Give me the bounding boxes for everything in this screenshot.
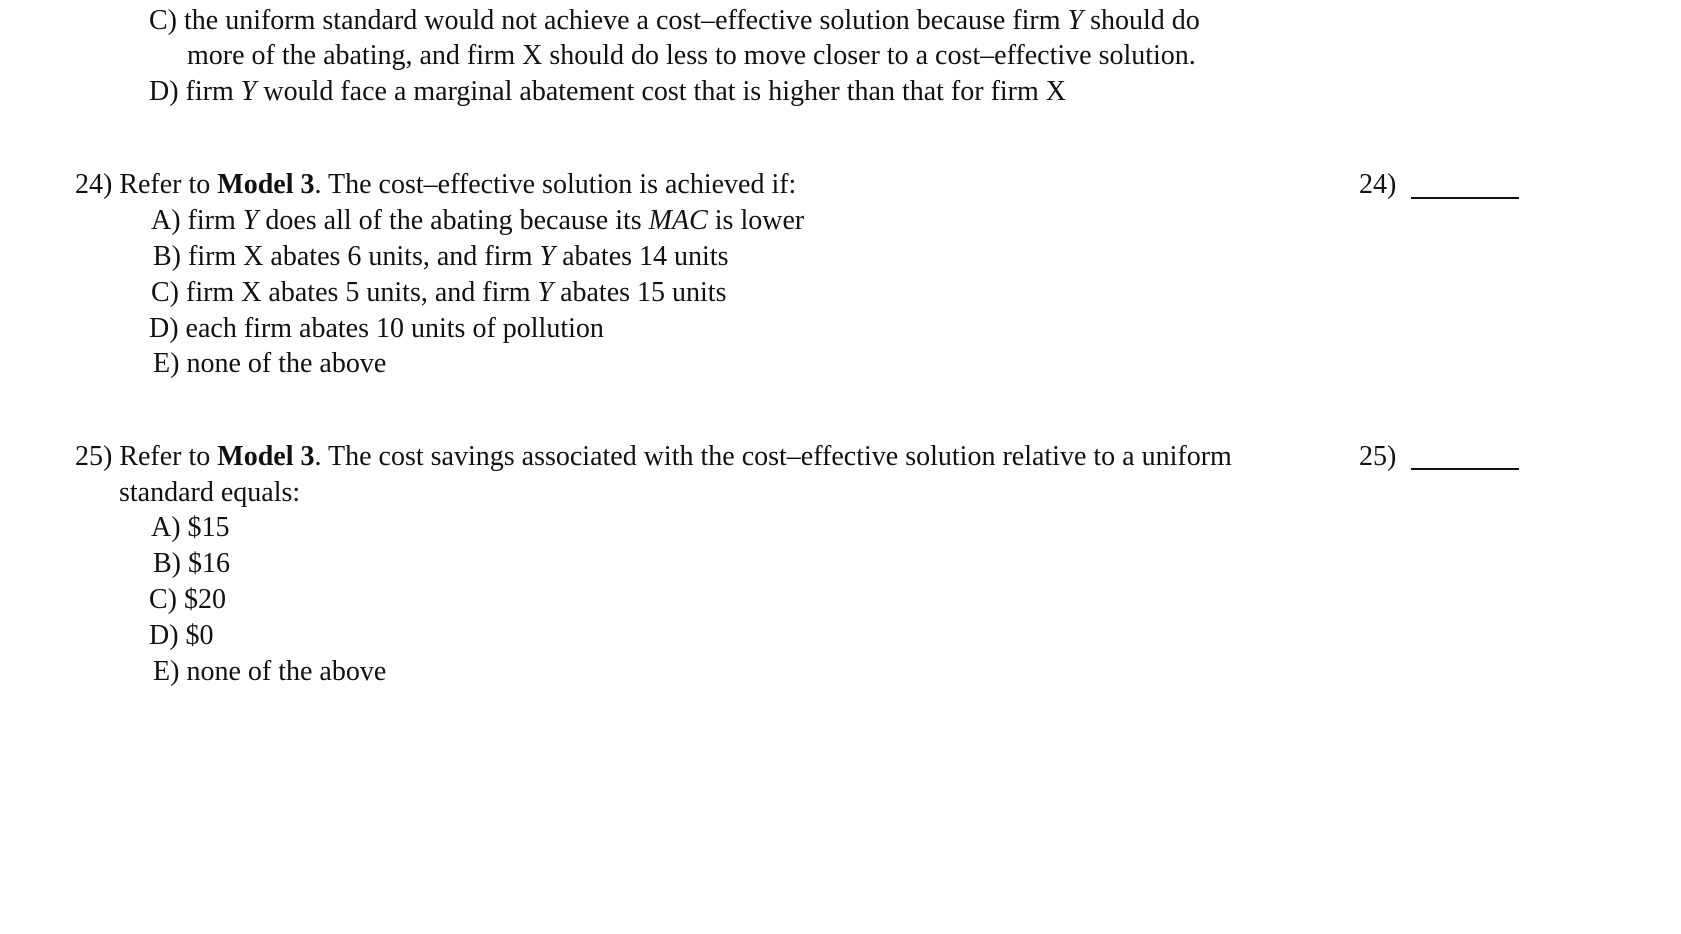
choice-letter: E)	[153, 348, 180, 379]
q24-choice-c	[151, 279, 726, 307]
q25-choice-c	[149, 586, 226, 614]
choice-text: $15	[187, 512, 230, 543]
choice-text: does all of the abating because its	[265, 205, 642, 236]
choice-letter: D)	[149, 76, 179, 107]
choice-letter: D)	[149, 620, 179, 651]
choice-text: firm X abates 6 units, and firm	[188, 241, 533, 272]
refer-text: Refer to	[119, 169, 211, 200]
stem-text: . The cost savings associated with the cost–effective solution relative to a uniform	[314, 441, 1232, 472]
question-24-stem	[75, 171, 796, 199]
q24-choice-d	[149, 315, 604, 343]
variable-y: Y	[539, 241, 556, 272]
q25-choice-b	[153, 550, 230, 578]
question-number: 24)	[75, 169, 113, 200]
choice-text: the uniform standard would not achieve a cost–effective solution because firm	[184, 5, 1061, 36]
choice-text: $20	[184, 584, 226, 615]
prev-choice-c-continuation: more of the abating, and firm X should do less to move closer to a cost–effective solution.	[187, 40, 1196, 71]
prev-choice-d	[149, 78, 1066, 106]
choice-text: none of the above	[186, 348, 387, 379]
answer-number-24: 24)	[1359, 169, 1397, 200]
choice-letter: D)	[149, 313, 179, 344]
refer-text: Refer to	[119, 441, 211, 472]
choice-letter: C)	[149, 584, 177, 615]
choice-text: would face a marginal abatement cost that is higher than that for firm X	[263, 76, 1067, 107]
variable-y: Y	[240, 76, 257, 107]
q25-choice-e	[153, 658, 386, 686]
choice-text: each firm abates 10 units of pollution	[185, 313, 604, 344]
model-reference: Model 3	[217, 169, 315, 200]
q24-choice-a	[151, 207, 804, 235]
choice-text: $0	[185, 620, 214, 651]
choice-text: firm X abates 5 units, and firm	[186, 277, 531, 308]
q24-choice-e	[153, 350, 386, 378]
choice-letter: C)	[149, 5, 177, 36]
variable-mac: MAC	[648, 205, 708, 236]
variable-y: Y	[242, 205, 259, 236]
variable-y: Y	[1067, 5, 1084, 36]
question-number: 25)	[75, 441, 113, 472]
answer-blank-25[interactable]	[1411, 468, 1519, 470]
answer-blank-24[interactable]	[1411, 197, 1519, 199]
answer-number-25: 25)	[1359, 441, 1397, 472]
question-25-stem-continuation: standard equals:	[119, 477, 301, 508]
q24-choice-b	[153, 243, 728, 271]
prev-choice-c	[149, 7, 1200, 35]
variable-y: Y	[537, 277, 554, 308]
choice-text: should do	[1090, 5, 1200, 36]
choice-letter: E)	[153, 656, 180, 687]
choice-text: firm	[185, 76, 234, 107]
choice-text: none of the above	[186, 656, 387, 687]
choice-text: firm	[187, 205, 236, 236]
model-reference: Model 3	[217, 441, 315, 472]
choice-letter: A)	[151, 205, 181, 236]
choice-letter: C)	[151, 277, 179, 308]
choice-text: is lower	[714, 205, 805, 236]
choice-text: abates 15 units	[560, 277, 727, 308]
question-25-stem	[75, 443, 1232, 471]
choice-letter: B)	[153, 548, 181, 579]
q25-choice-a	[151, 514, 230, 542]
choice-text: abates 14 units	[562, 241, 729, 272]
q25-choice-d	[149, 622, 214, 650]
choice-letter: B)	[153, 241, 181, 272]
choice-letter: A)	[151, 512, 181, 543]
choice-text: $16	[188, 548, 230, 579]
stem-text: . The cost–effective solution is achieved if:	[314, 169, 797, 200]
